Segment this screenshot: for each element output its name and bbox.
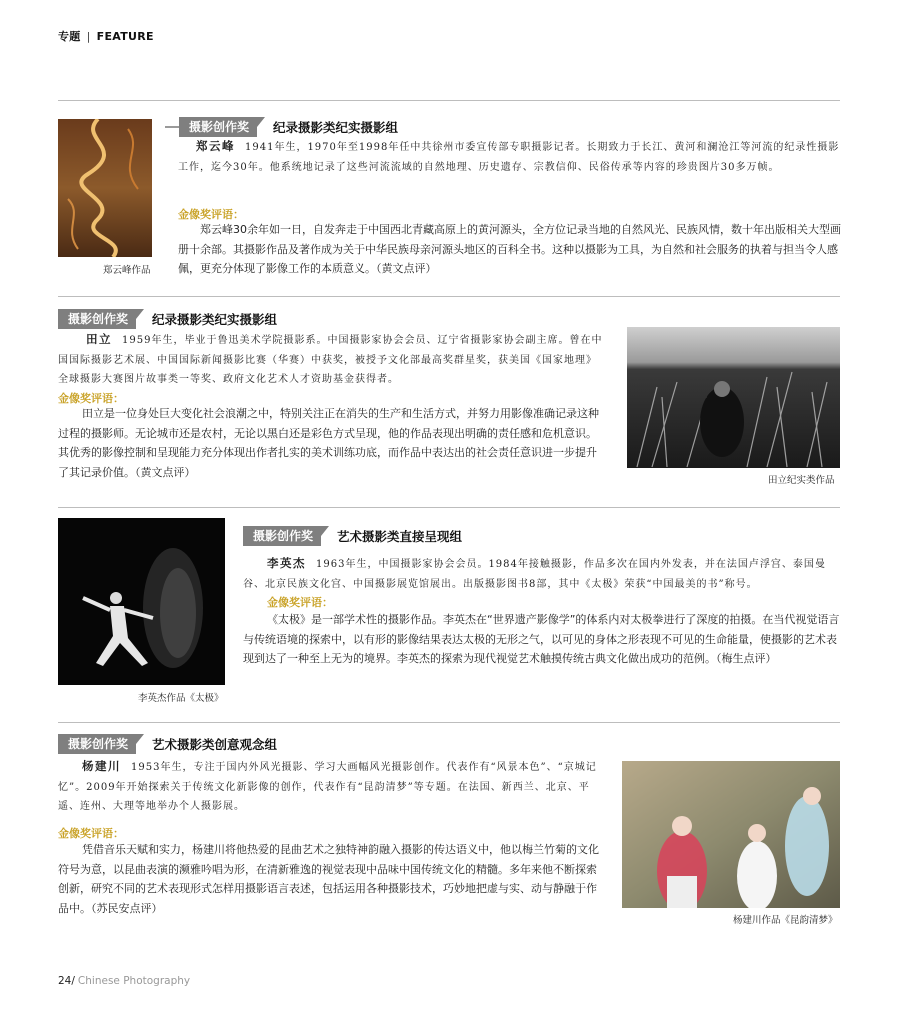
review-label: 金像奖评语：	[58, 392, 124, 405]
photo-caption: 杨建川作品《昆韵清梦》	[733, 915, 838, 926]
photographer-name: 田立	[86, 332, 112, 346]
award-badge: 摄影创作奖	[58, 734, 136, 754]
divider	[58, 507, 840, 508]
bio-text	[178, 137, 842, 177]
review-text: 凭借音乐天赋和实力，杨建川将他热爱的昆曲艺术之独特神韵融入摄影的传达语义中，他以梅兰竹菊的文化符号为意，以昆曲表演的濒雅吟唱为形，在清新雅逸的视觉表现中品味中国传统文化的精髓。多年来他不断探索创新，研究不同的艺术表现形式怎样用摄影语言表述，包括运用各种摄影技术，巧妙地把虚与实、动与静融于作品中。（苏民安点评）	[58, 843, 599, 915]
photographer-name: 郑云峰	[196, 139, 235, 153]
photo-li-yingjie	[58, 518, 225, 685]
review-text: 田立是一位身处巨大变化社会浪潮之中，特别关注正在消失的生产和生活方式，并努力用影像准确记录这种过程的摄影师。无论城市还是农村，无论以黑白还是彩色方式呈现，他的作品表现出明确的责任感和危机意识。其优秀的影像控制和呈现能力充分体现出作者扎实的美术训练功底，而作品中表达出的社会责任意识进一步提升了其记录价值。（黄文点评）	[58, 407, 599, 479]
page-number: 24	[58, 975, 72, 987]
bio-body: 1963年生，中国摄影家协会会员。1984年接触摄影，作品多次在国内外发表，并在法国卢浮宫、泰国曼谷、北京民族文化宫、中国摄影展览馆展出。出版摄影图书8部，其中《太极》荣获“中国最美的书”称号。	[243, 559, 826, 590]
photo-yang-jianchuan	[622, 761, 840, 908]
review-text: 《太极》是一部学术性的摄影作品。李英杰在“世界遗产影像学”的体系内对太极拳进行了深度的拍摄。在当代视觉语言与传统语境的探索中，以有形的影像结果表达太极的无形之气，以可见的身体之形表现不可见的生命能量，使摄影的艺术表现到达了一种至上无为的境界。李英杰的探索为现代视觉艺术触摸传统古典文化做出成功的范例。（梅生点评）	[243, 613, 840, 665]
photo-tian-li	[627, 327, 840, 468]
heading-bar	[165, 126, 179, 128]
award-category: 艺术摄影类创意观念组	[152, 737, 278, 752]
footer-slash: /	[71, 975, 75, 987]
bio-body: 1941年生，1970年至1998年任中共徐州市委宣传部专职摄影记者。长期致力于长江、黄河和澜沧江等河流的纪录性摄影工作，迄今30年。他系统地记录了这些河流流域的自然地理、历史遗存、宗教信仰、民俗传承等内容的珍贵图片30多万帧。	[178, 142, 840, 173]
section-header	[58, 28, 154, 44]
header-separator: |	[86, 30, 91, 43]
award-category: 纪录摄影类纪实摄影组	[273, 120, 399, 135]
award-badge: 摄影创作奖	[179, 117, 257, 137]
award-badge: 摄影创作奖	[58, 309, 136, 329]
award-heading	[243, 526, 462, 546]
photo-caption: 田立纪实类作品	[768, 475, 835, 486]
award-category: 纪录摄影类纪实摄影组	[152, 312, 278, 327]
award-heading	[165, 117, 398, 137]
award-category: 艺术摄影类直接呈现组	[337, 529, 463, 544]
divider	[58, 100, 840, 101]
divider	[58, 296, 840, 297]
photo-caption: 郑云峰作品	[103, 265, 151, 276]
divider	[58, 722, 840, 723]
section-title-en: FEATURE	[96, 30, 154, 43]
review-text: 郑云峰30余年如一日，自发奔走于中国西北青藏高原上的黄河源头，全方位记录当地的自然风光、民族风情，数十年出版相关大型画册十余部。其摄影作品及著作成为关于中华民族母亲河源头地区的百科全书。这种以摄影为工具，为自然和社会服务的执着与担当令人感佩，更充分体现了影像工作的本质意义。（黄文点评）	[178, 223, 841, 275]
photographer-name: 李英杰	[267, 556, 306, 570]
section-title-cn: 专题	[58, 30, 81, 43]
bio-text	[58, 330, 606, 390]
bio-text	[243, 554, 842, 594]
review-label: 金像奖评语：	[58, 827, 124, 840]
award-badge: 摄影创作奖	[243, 526, 321, 546]
bio-text	[58, 757, 604, 817]
page-footer	[58, 975, 190, 987]
magazine-name: Chinese Photography	[77, 975, 191, 987]
award-heading	[58, 309, 277, 329]
photographer-name: 杨建川	[82, 759, 121, 773]
review-label: 金像奖评语：	[178, 208, 244, 221]
review-label: 金像奖评语：	[267, 596, 333, 609]
award-heading	[58, 734, 277, 754]
bio-body: 1953年生，专注于国内外风光摄影、学习大画幅风光摄影创作。代表作有“风景本色”、“京城记忆”。2009年开始探索关于传统文化新影像的创作，代表作有“昆韵清梦”等专题。在法国、新西兰、北京、平遥、连州、大理等地举办个人摄影展。	[58, 762, 597, 812]
bio-body: 1959年生，毕业于鲁迅美术学院摄影系。中国摄影家协会会员、辽宁省摄影家协会副主席。曾在中国国际摄影艺术展、中国国际新闻摄影比赛（华赛）中获奖，被授予文化部最高奖群星奖，获美国《国家地理》全球摄影大赛图片故事类一等奖、政府文化艺术人才资助基金获得者。	[58, 335, 603, 385]
photo-zheng-yunfeng	[58, 119, 152, 257]
photo-caption: 李英杰作品《太极》	[138, 693, 224, 704]
